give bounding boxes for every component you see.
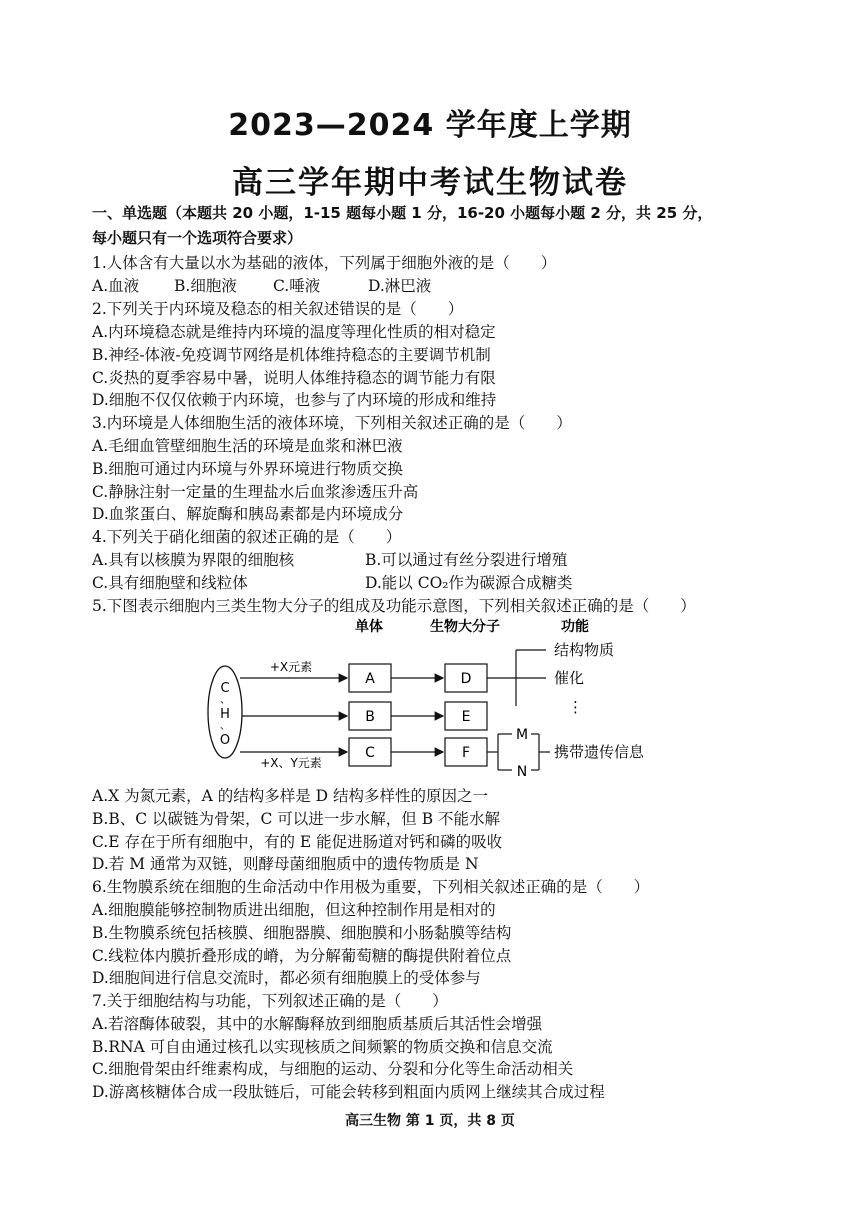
q4-options-row2 xyxy=(92,572,573,594)
q4-option-d: D.能以 CO₂作为碳源合成糖类 xyxy=(365,574,573,592)
q6-option-b: B.生物膜系统包括核膜、细胞器膜、细胞膜和小肠黏膜等结构 xyxy=(92,924,512,942)
q2-option-d: D.细胞不仅仅依赖于内环境，也参与了内环境的形成和维持 xyxy=(92,391,497,409)
q4-options-row1 xyxy=(92,549,567,571)
q1-option-a: A.血液 xyxy=(92,277,140,295)
section-heading: 一、单选题（本题共 20 小题，1-15 题每小题 1 分，16-20 小题每小题 2 分，共 25 分， xyxy=(92,204,713,222)
q3-option-a: A.毛细血管壁细胞生活的环境是血浆和淋巴液 xyxy=(92,437,403,455)
box-e-label: E xyxy=(461,709,471,725)
q4-option-b: B.可以通过有丝分裂进行增殖 xyxy=(365,551,568,569)
element-c: C xyxy=(220,681,230,696)
q7-option-d: D.游离核糖体合成一段肽链后，可能会转移到粗面内质网上继续其合成过程 xyxy=(92,1083,605,1101)
q7-option-c: C.细胞骨架由纤维素构成，与细胞的运动、分裂和分化等生命活动相关 xyxy=(92,1060,574,1078)
box-b-label: B xyxy=(365,709,375,725)
q5-option-b: B.B、C 以碳链为骨架，C 可以进一步水解，但 B 不能水解 xyxy=(92,810,501,828)
element-sep1: 、 xyxy=(220,695,230,706)
q4-option-a: A.具有以核膜为界限的细胞核 xyxy=(92,551,295,569)
q1-option-d: D.淋巴液 xyxy=(368,277,432,295)
element-h: H xyxy=(220,707,230,722)
question-2-stem: 2.下列关于内环境及稳态的相关叙述错误的是（ ） xyxy=(92,300,464,318)
q5-option-c: C.E 存在于所有细胞中，有的 E 能促进肠道对钙和磷的吸收 xyxy=(92,833,503,851)
element-o: O xyxy=(219,733,231,748)
macromolecule-diagram xyxy=(200,612,670,784)
box-c-label: C xyxy=(365,745,375,761)
question-6-stem: 6.生物膜系统在细胞的生命活动中作用极为重要，下列相关叙述正确的是（ ） xyxy=(92,878,650,896)
box-f-label: F xyxy=(461,745,471,761)
q6-option-d: D.细胞间进行信息交流时，都必须有细胞膜上的受体参与 xyxy=(92,969,481,987)
element-sep2: 、 xyxy=(220,721,230,732)
q5-option-a: A.X 为氮元素，A 的结构多样是 D 结构多样性的原因之一 xyxy=(92,787,488,805)
function-ellipsis: ⋮ xyxy=(568,698,583,716)
question-3-stem: 3.内环境是人体细胞生活的液体环境，下列相关叙述正确的是（ ） xyxy=(92,414,572,432)
question-4-stem: 4.下列关于硝化细菌的叙述正确的是（ ） xyxy=(92,528,402,546)
label-plus-x: +X元素 xyxy=(269,660,313,674)
function-catalysis: 催化 xyxy=(554,669,585,687)
box-a-label: A xyxy=(365,671,375,687)
q3-option-b: B.细胞可通过内环境与外界环境进行物质交换 xyxy=(92,460,403,478)
q1-option-b: B.细胞液 xyxy=(174,277,237,295)
page-footer: 高三生物 第 1 页，共 8 页 xyxy=(345,1113,515,1129)
q4-option-c: C.具有细胞壁和线粒体 xyxy=(92,574,248,592)
q7-option-a: A.若溶酶体破裂，其中的水解酶释放到细胞质基质后其活性会增强 xyxy=(92,1015,543,1033)
function-structural: 结构物质 xyxy=(554,641,615,659)
question-7-stem: 7.关于细胞结构与功能，下列叙述正确的是（ ） xyxy=(92,992,448,1010)
question-1-stem: 1.人体含有大量以水为基础的液体，下列属于细胞外液的是（ ） xyxy=(92,254,557,272)
q5-option-d: D.若 M 通常为双链，则酵母菌细胞质中的遗传物质是 N xyxy=(92,855,479,873)
box-d-label: D xyxy=(460,671,472,687)
question-1-options xyxy=(92,275,431,297)
q3-option-d: D.血浆蛋白、解旋酶和胰岛素都是内环境成分 xyxy=(92,505,404,523)
label-plus-xy: +X、Y元素 xyxy=(260,756,322,770)
q1-option-c: C.唾液 xyxy=(273,277,321,295)
q2-option-a: A.内环境稳态就是维持内环境的温度等理化性质的相对稳定 xyxy=(92,323,496,341)
q6-option-c: C.线粒体内膜折叠形成的嵴，为分解葡萄糖的酶提供附着位点 xyxy=(92,947,512,965)
header-macromolecule: 生物大分子 xyxy=(430,619,500,635)
question-5-stem: 5.下图表示细胞内三类生物大分子的组成及功能示意图，下列相关叙述正确的是（ ） xyxy=(92,597,696,615)
nucleic-m: M xyxy=(515,727,529,743)
header-monomer: 单体 xyxy=(355,619,383,635)
exam-title-year: 2023—2024 学年度上学期 xyxy=(228,108,632,143)
exam-title-subject: 高三学年期中考试生物试卷 xyxy=(232,165,628,201)
q3-option-c: C.静脉注射一定量的生理盐水后血浆渗透压升高 xyxy=(92,483,419,501)
header-function: 功能 xyxy=(561,619,589,635)
q2-option-c: C.炎热的夏季容易中暑，说明人体维持稳态的调节能力有限 xyxy=(92,369,496,387)
q6-option-a: A.细胞膜能够控制物质进出细胞，但这种控制作用是相对的 xyxy=(92,901,496,919)
q2-option-b: B.神经-体液-免疫调节网络是机体维持稳态的主要调节机制 xyxy=(92,346,491,364)
function-genetic-info: 携带遗传信息 xyxy=(554,743,645,761)
nucleic-n: N xyxy=(516,764,528,780)
section-heading-cont: 每小题只有一个选项符合要求） xyxy=(92,229,303,247)
q7-option-b: B.RNA 可自由通过核孔以实现核质之间频繁的物质交换和信息交流 xyxy=(92,1038,553,1056)
